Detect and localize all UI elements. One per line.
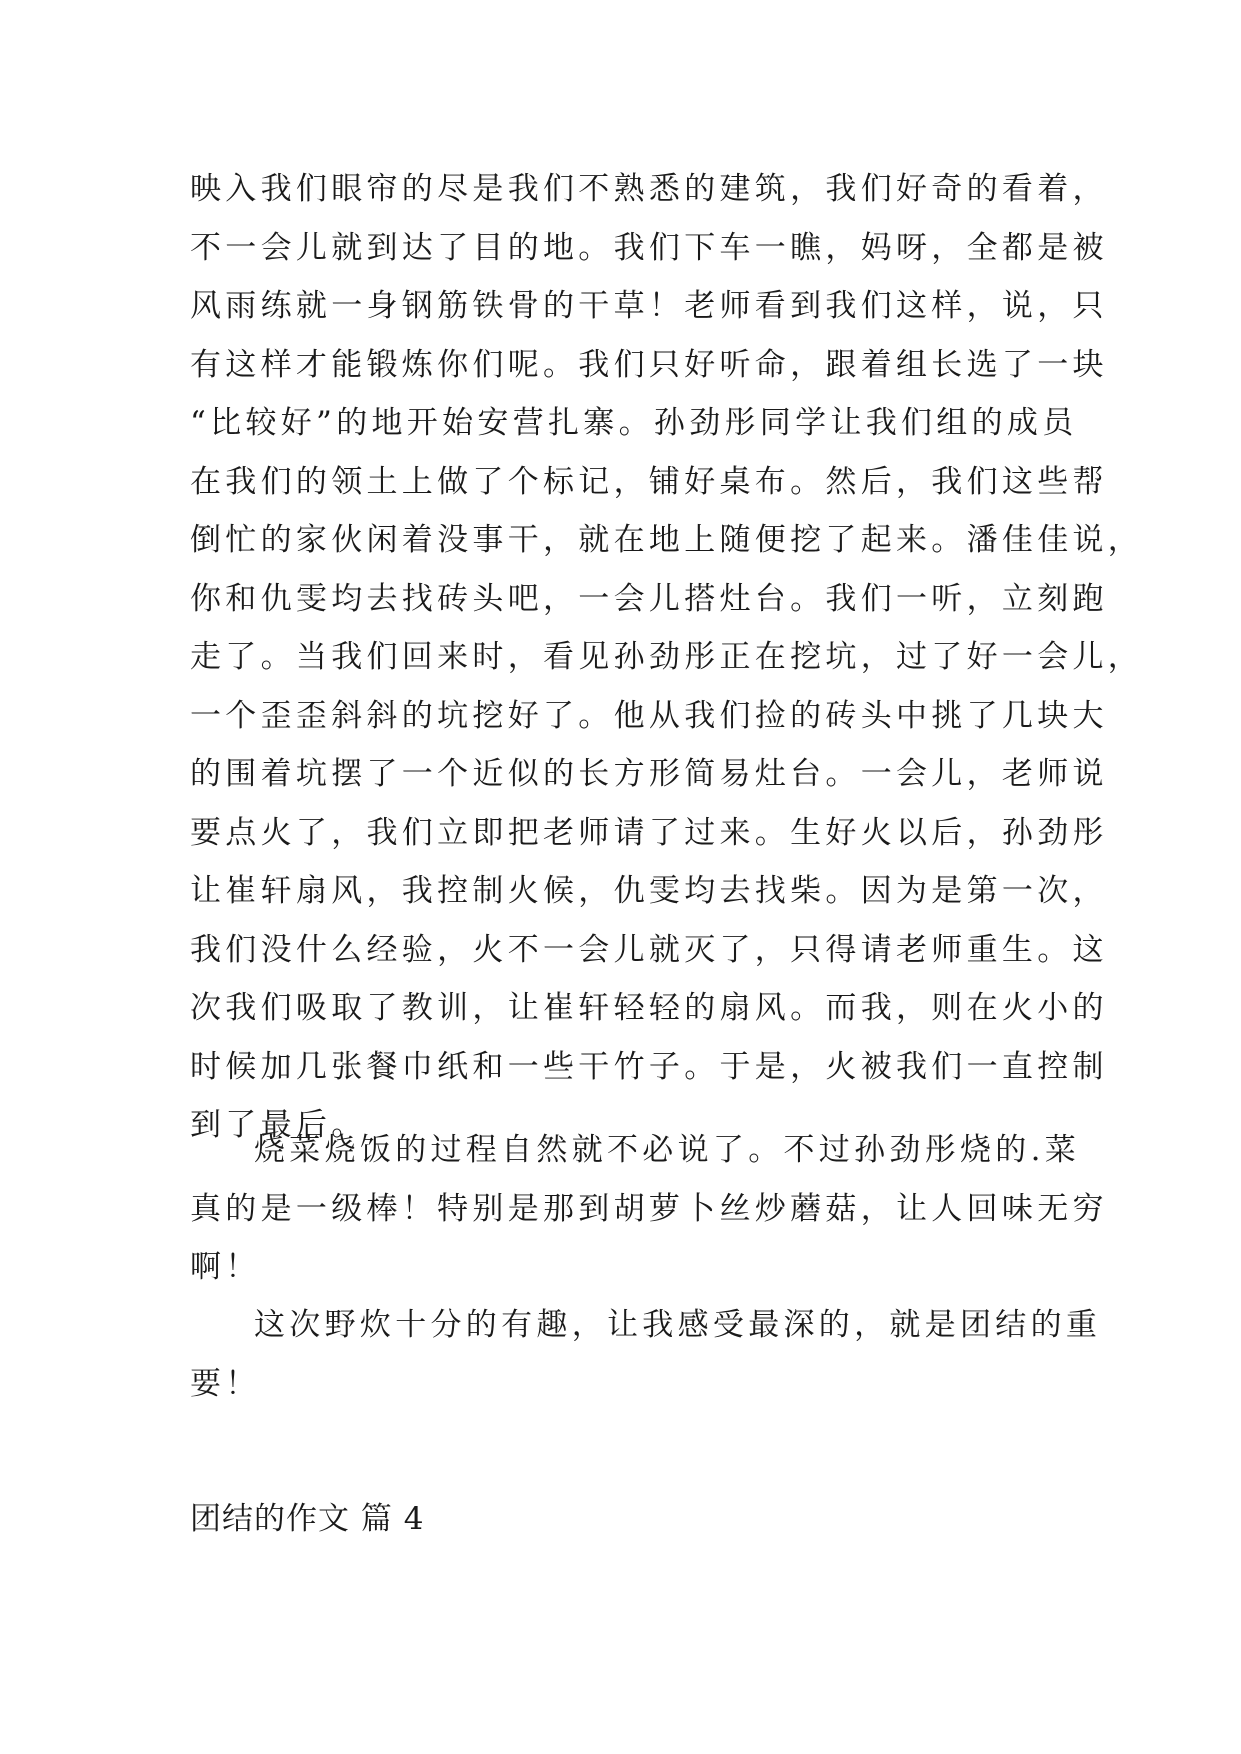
- paragraph-line: 到了最后。: [190, 1107, 367, 1143]
- paragraph-line: 时候加几张餐巾纸和一些干竹子。于是，火被我们一直控制: [190, 1048, 1108, 1085]
- paragraph-line: 一个歪歪斜斜的坑挖好了。他从我们捡的砖头中挑了几块大: [190, 697, 1108, 734]
- paragraph-1: [190, 160, 1144, 1155]
- section-heading: 团结的作文 篇 4: [190, 1501, 425, 1537]
- paragraph-line: 映入我们眼帘的尽是我们不熟悉的建筑，我们好奇的看着，: [190, 171, 1108, 207]
- paragraph-line: 有这样才能锻炼你们呢。我们只好听命，跟着组长选了一块: [190, 346, 1108, 383]
- paragraph-line: 在我们的领土上做了个标记，铺好桌布。然后，我们这些帮: [190, 463, 1108, 500]
- paragraph-line: 倒忙的家伙闲着没事干，就在地上随便挖了起来。潘佳佳说，: [190, 522, 1144, 558]
- paragraph-line: 的围着坑摆了一个近似的长方形简易灶台。一会儿，老师说: [190, 756, 1108, 792]
- paragraph-line: 这次野炊十分的有趣，让我感受最深的，就是团结的重: [254, 1307, 1102, 1343]
- paragraph-line: 要点火了，我们立即把老师请了过来。生好火以后，孙劲彤: [190, 814, 1108, 851]
- paragraph-line: 风雨练就一身钢筋铁骨的干草！老师看到我们这样，说，只: [190, 288, 1108, 324]
- paragraph-line: 不一会儿就到达了目的地。我们下车一瞧，妈呀，全都是被: [190, 229, 1108, 266]
- paragraph-line: 烧菜烧饭的过程自然就不必说了。不过孙劲彤烧的.菜: [254, 1132, 1081, 1168]
- paragraph-line: 次我们吸取了教训，让崔轩轻轻的扇风。而我，则在火小的: [190, 990, 1108, 1026]
- paragraph-line: 真的是一级棒！特别是那到胡萝卜丝炒蘑菇，让人回味无穷: [190, 1190, 1108, 1227]
- paragraph-line: 我们没什么经验，火不一会儿就灭了，只得请老师重生。这: [190, 931, 1108, 968]
- paragraph-line: 走了。当我们回来时，看见孙劲彤正在挖坑，过了好一会儿，: [190, 639, 1144, 675]
- paragraph-2: [190, 1121, 1108, 1297]
- paragraph-line: “比较好”的地开始安营扎寨。孙劲彤同学让我们组的成员: [190, 405, 1078, 441]
- paragraph-line: 让崔轩扇风，我控制火候，仇雯均去找柴。因为是第一次，: [190, 873, 1108, 909]
- paragraph-line: 要！: [190, 1365, 261, 1402]
- paragraph-line: 啊！: [190, 1249, 261, 1285]
- paragraph-3: [190, 1296, 1102, 1413]
- paragraph-line: 你和仇雯均去找砖头吧，一会儿搭灶台。我们一听，立刻跑: [190, 580, 1108, 617]
